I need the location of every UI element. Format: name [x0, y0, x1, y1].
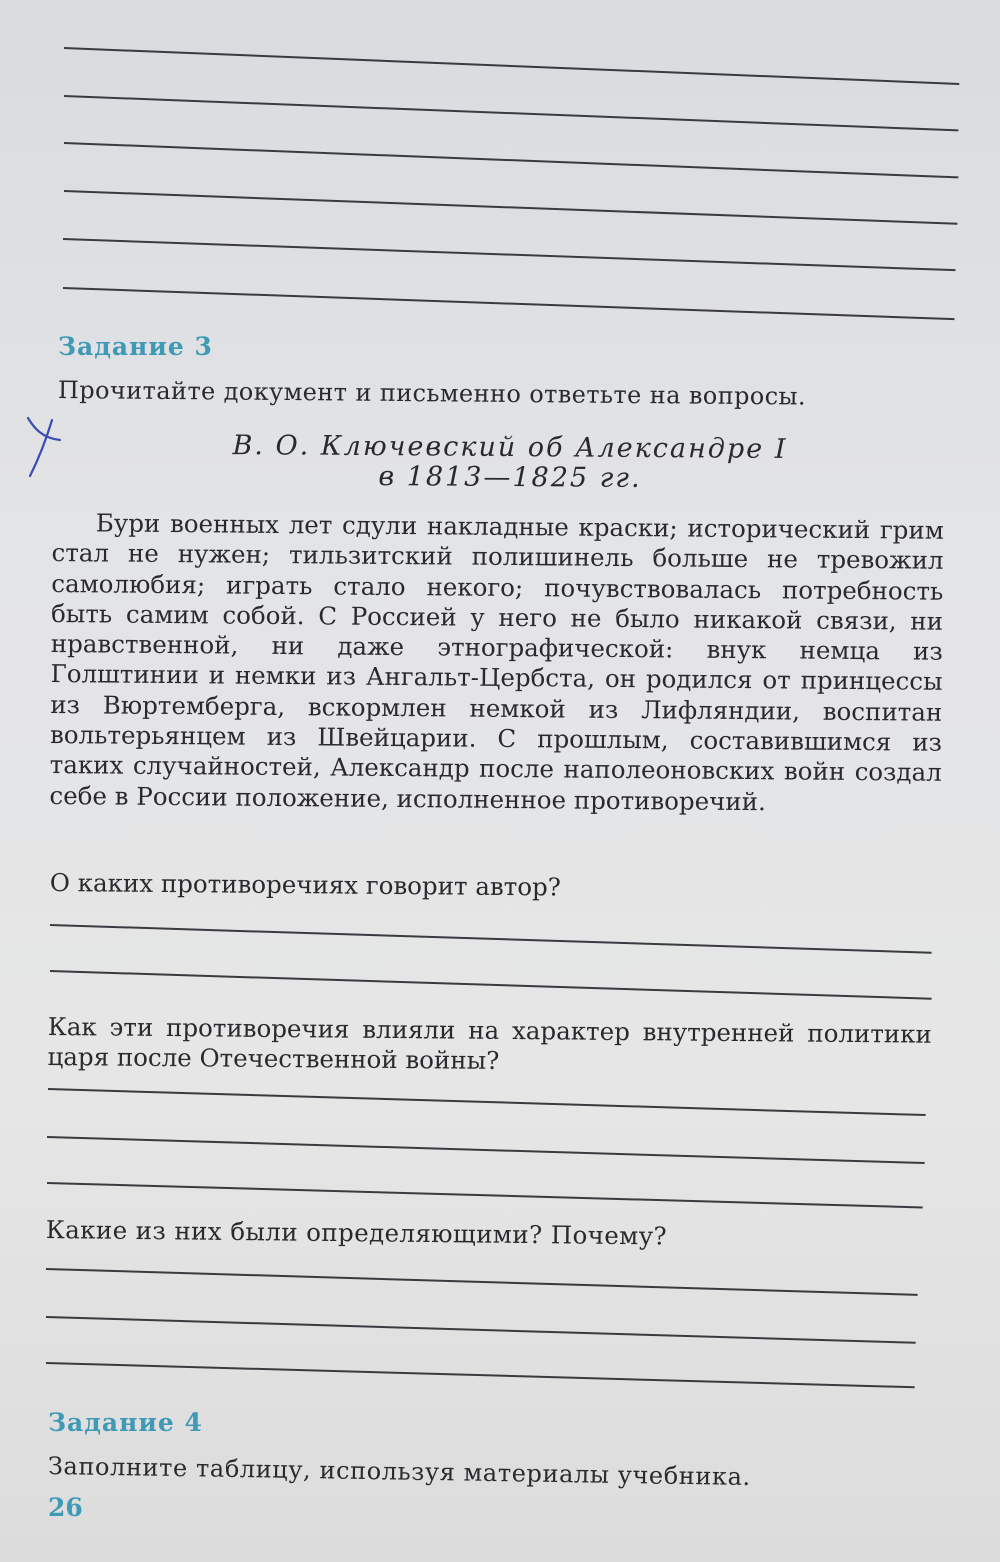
question-1: О каких противоречиях говорит автор? [49, 868, 561, 902]
task-3-heading: Задание 3 [58, 332, 213, 361]
document-title: В. О. Ключевский об Александре I [232, 430, 788, 465]
task-4-heading: Задание 4 [48, 1408, 203, 1437]
answer-line [47, 1182, 923, 1208]
answer-line [64, 95, 958, 131]
answer-line [48, 1088, 926, 1116]
answer-line [46, 1268, 918, 1296]
answer-line [63, 287, 955, 320]
answer-line [64, 142, 958, 178]
answer-line [63, 238, 956, 271]
question-3: Какие из них были определяющими? Почему? [45, 1215, 668, 1251]
document-title-years: в 1813—1825 гг. [378, 461, 642, 494]
answer-line [50, 970, 932, 1000]
answer-line [46, 1316, 916, 1344]
answer-line [64, 47, 959, 85]
task-4-instruction: Заполните таблицу, используя материалы учебника. [47, 1452, 751, 1492]
page-number: 26 [48, 1493, 83, 1522]
question-2: Как эти противоречия влияли на характер внутренней политики царя после Отечественной войны? [47, 1012, 932, 1075]
answer-line [50, 924, 932, 954]
task-3-instruction: Прочитайте документ и письменно ответьте на вопросы. [57, 376, 807, 411]
answer-line [47, 1136, 925, 1164]
handwritten-mark [20, 410, 70, 480]
answer-line [46, 1362, 915, 1388]
document-paragraph: Бури военных лет сдули накладные краски; исторический грим стал не нужен; тильзитский полишинель больше не тревожил самолюбия; играть стало некого; почувствовалась потребность быть самим собой. С Россией у него не было никакой связи, ни нравственной, ни даже этнографической: внук немца из Голштинии и немки из Ангальт-Цербста, он родился от принцессы из Вюртемберга, вскормлен немкой из Лифляндии, воспитан вольтерьянцем из Швейцарии. С прошлым, составившимся из таких случайностей, Александр после наполеоновских войн создал себе в России положение, исполненное противоречий. [49, 508, 944, 816]
answer-line [64, 190, 957, 225]
